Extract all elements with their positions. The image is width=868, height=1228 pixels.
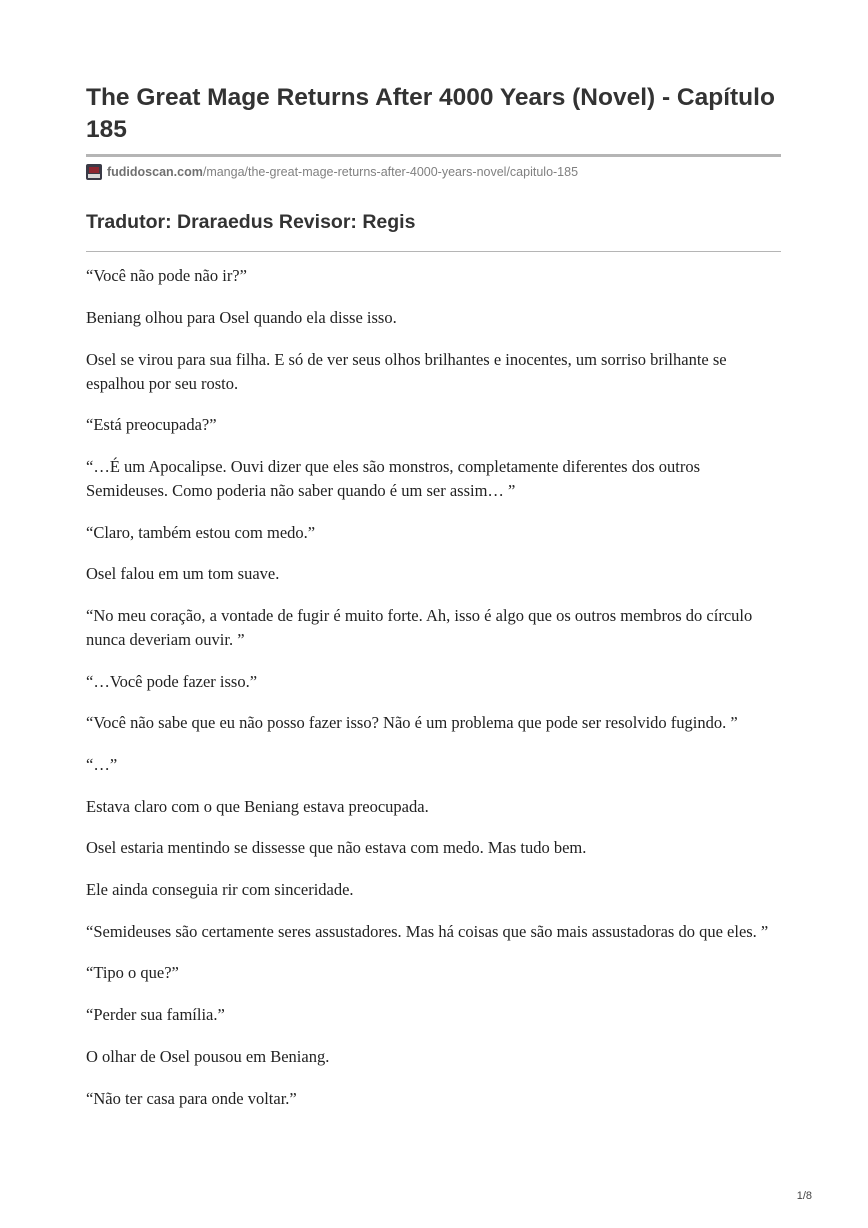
paragraph: “No meu coração, a vontade de fugir é muito forte. Ah, isso é algo que os outros membros do círculo nunca deveriam ouvir. ” xyxy=(86,605,753,649)
credits-divider xyxy=(86,251,781,252)
document-page xyxy=(86,0,781,1128)
paragraph: “Não ter casa para onde voltar.” xyxy=(86,1088,297,1108)
paragraph: Osel se virou para sua filha. E só de ver seus olhos brilhantes e inocentes, um sorriso brilhante se espalhou por seu rosto. xyxy=(86,349,727,393)
paragraph: “Você não pode não ir?” xyxy=(86,266,247,286)
source-link[interactable] xyxy=(86,163,781,181)
paragraph: “Perder sua família.” xyxy=(86,1005,225,1025)
title-divider xyxy=(86,154,781,157)
page-title: The Great Mage Returns After 4000 Years (Novel) - Capítulo 185 xyxy=(86,84,775,143)
source-path: /manga/the-great-mage-returns-after-4000-years-novel/capitulo-185 xyxy=(202,165,579,179)
source-domain: fudidoscan.com xyxy=(107,165,203,179)
paragraph: Ele ainda conseguia rir com sinceridade. xyxy=(86,880,354,900)
credits-heading: Tradutor: Draraedus Revisor: Regis xyxy=(86,211,416,233)
paragraph: Beniang olhou para Osel quando ela disse isso. xyxy=(86,307,397,327)
paragraph: O olhar de Osel pousou em Beniang. xyxy=(86,1046,330,1066)
paragraph: “…” xyxy=(86,755,118,775)
paragraph: “Claro, também estou com medo.” xyxy=(86,522,316,542)
paragraph: “Você não sabe que eu não posso fazer isso? Não é um problema que pode ser resolvido fugindo. ” xyxy=(86,713,738,733)
paragraph: “Tipo o que?” xyxy=(86,963,179,983)
paragraph: Estava claro com o que Beniang estava preocupada. xyxy=(86,796,429,816)
chapter-text xyxy=(86,264,781,1110)
page-indicator: 1/8 xyxy=(796,1190,812,1202)
paragraph: “…Você pode fazer isso.” xyxy=(86,671,258,691)
paragraph: “Está preocupada?” xyxy=(86,415,217,435)
paragraph: Osel estaria mentindo se dissesse que não estava com medo. Mas tudo bem. xyxy=(86,838,587,858)
paragraph: Osel falou em um tom suave. xyxy=(86,564,280,584)
paragraph: “Semideuses são certamente seres assustadores. Mas há coisas que são mais assustadoras do que eles. ” xyxy=(86,921,769,941)
paragraph: “…É um Apocalipse. Ouvi dizer que eles são monstros, completamente diferentes dos outros Semideuses. Como poderia não saber quando é um ser assim… ” xyxy=(86,456,701,500)
site-favicon-icon xyxy=(86,164,102,180)
